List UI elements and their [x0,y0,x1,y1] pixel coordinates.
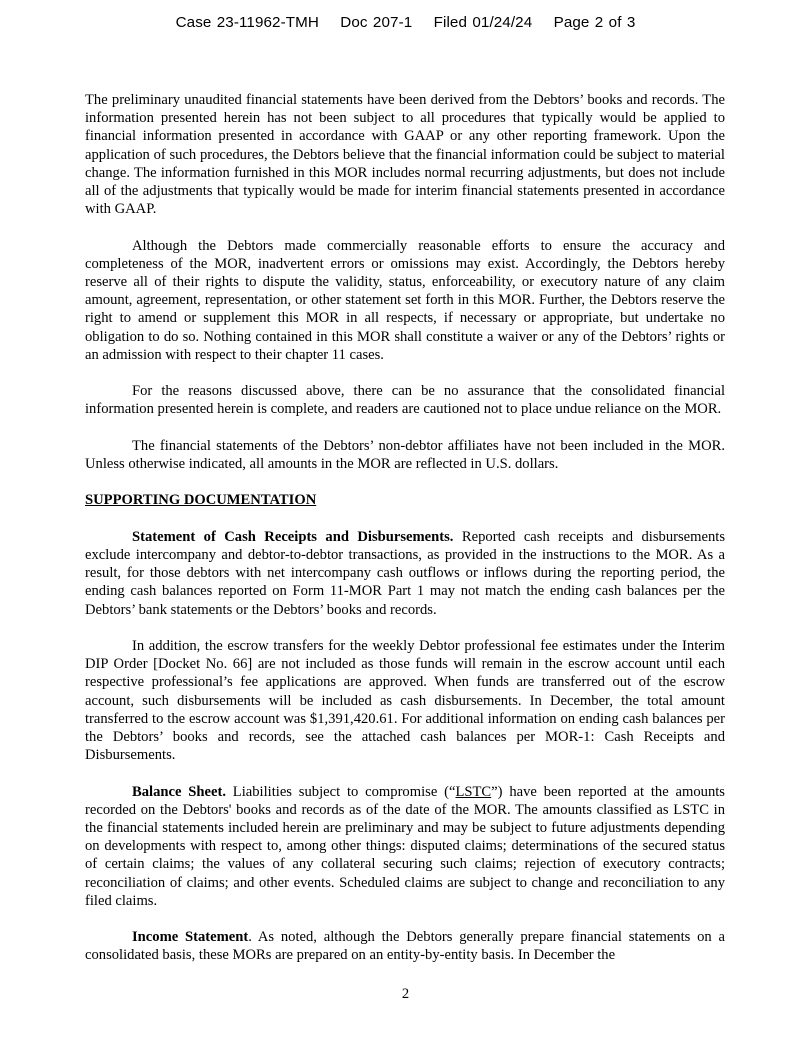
balance-sheet-title: Balance Sheet. [132,783,226,800]
paragraph-escrow: In addition, the escrow transfers for the weekly Debtor professional fee estimates under the Interim DIP Order [Docket No. 66] are not included as those funds will remain in the escrow account until each respective professional’s fee applications are approved. When funds are transferred out of the escrow account, such disbursements will be included as cash disbursements. In December, the total amount transferred to the escrow account was $1,391,420.61. For additional information on ending cash balances per the Debtors’ books and records, see the attached cash balances per MOR-1: Cash Receipts and Disbursements. [85,638,725,764]
paragraph-unaudited-statements: The preliminary unaudited financial statements have been derived from the Debtors’ books and records. The information presented herein has not been subject to all procedures that typically would be applied to financial information presented in accordance with GAAP or any other reporting framework. Upon the application of such procedures, the Debtors believe that the financial information could be subject to material change. The information furnished in this MOR includes normal recurring adjustments, but does not include all of the adjustments that typically would be made for interim financial statements presented in accordance with GAAP. [85,92,725,218]
paragraph-no-assurance: For the reasons discussed above, there can be no assurance that the consolidated financial information presented herein is complete, and readers are cautioned not to place undue reliance on the MOR. [85,383,725,418]
page-number: 2 [401,986,410,1002]
filed-date: Filed 01/24/24 [433,14,533,31]
income-statement-body: . As noted, although the Debtors generally prepare financial statements on a consolidated basis, these MORs are prepared on an entity-by-entity basis. In December the [85,929,725,964]
balance-sheet-body: ”) have been reported at the amounts recorded on the Debtors' books and records as of the date of the MOR. The amounts classified as LSTC in the financial statements included herein are preliminary and may be subject to future adjustments depending on developments with respect to, among other things: disputed claims; determinations of the secured status of certain claims; the values of any collateral securing such claims; rejection of executory contracts; reconciliation of claims; and other events. Scheduled claims are subject to change and reconciliation to any filed claims. [85,783,725,909]
balance-sheet-intro: Liabilities subject to compromise (“ [225,783,456,800]
page-indicator: Page 2 of 3 [553,14,636,31]
document-body [85,91,725,983]
section-heading: SUPPORTING DOCUMENTATION [85,492,317,509]
filing-header [0,14,811,31]
paragraph-income-statement [85,928,725,964]
document-number: Doc 207-1 [340,14,413,31]
cash-receipts-body: Reported cash receipts and disbursements exclude intercompany and debtor-to-debtor transactions, as provided in the instructions to the MOR. As a result, for those debtors with net intercompany cash outflows or inflows during the reporting period, the ending cash balances reported on Form 11-MOR Part 1 may not match the ending cash balances per the Debtors’ bank statements or the Debtors’ books and records. [85,528,725,618]
paragraph-balance-sheet [85,783,725,910]
paragraph-non-debtor-affiliates: The financial statements of the Debtors’ non-debtor affiliates have not been included in the MOR. Unless otherwise indicated, all amounts in the MOR are reflected in U.S. dollars. [85,437,725,473]
income-statement-title: Income Statement [132,929,249,946]
paragraph-reservation-of-rights: Although the Debtors made commercially reasonable efforts to ensure the accuracy and completeness of the MOR, inadvertent errors or omissions may exist. Accordingly, the Debtors hereby reserve all of their rights to dispute the validity, status, enforceability, or executory nature of any claim amount, agreement, representation, or other statement set forth in this MOR. Further, the Debtors reserve the right to amend or supplement this MOR in all respects, if necessary or appropriate, but undertake no obligation to do so. Nothing contained in this MOR shall constitute a waiver or any of the Debtors’ rights or an admission with respect to their chapter 11 cases. [85,237,725,363]
paragraph-cash-receipts [85,528,725,619]
lstc-term: LSTC [455,783,492,800]
cash-receipts-title: Statement of Cash Receipts and Disbursements. [132,528,454,545]
case-number: Case 23-11962-TMH [175,14,319,31]
